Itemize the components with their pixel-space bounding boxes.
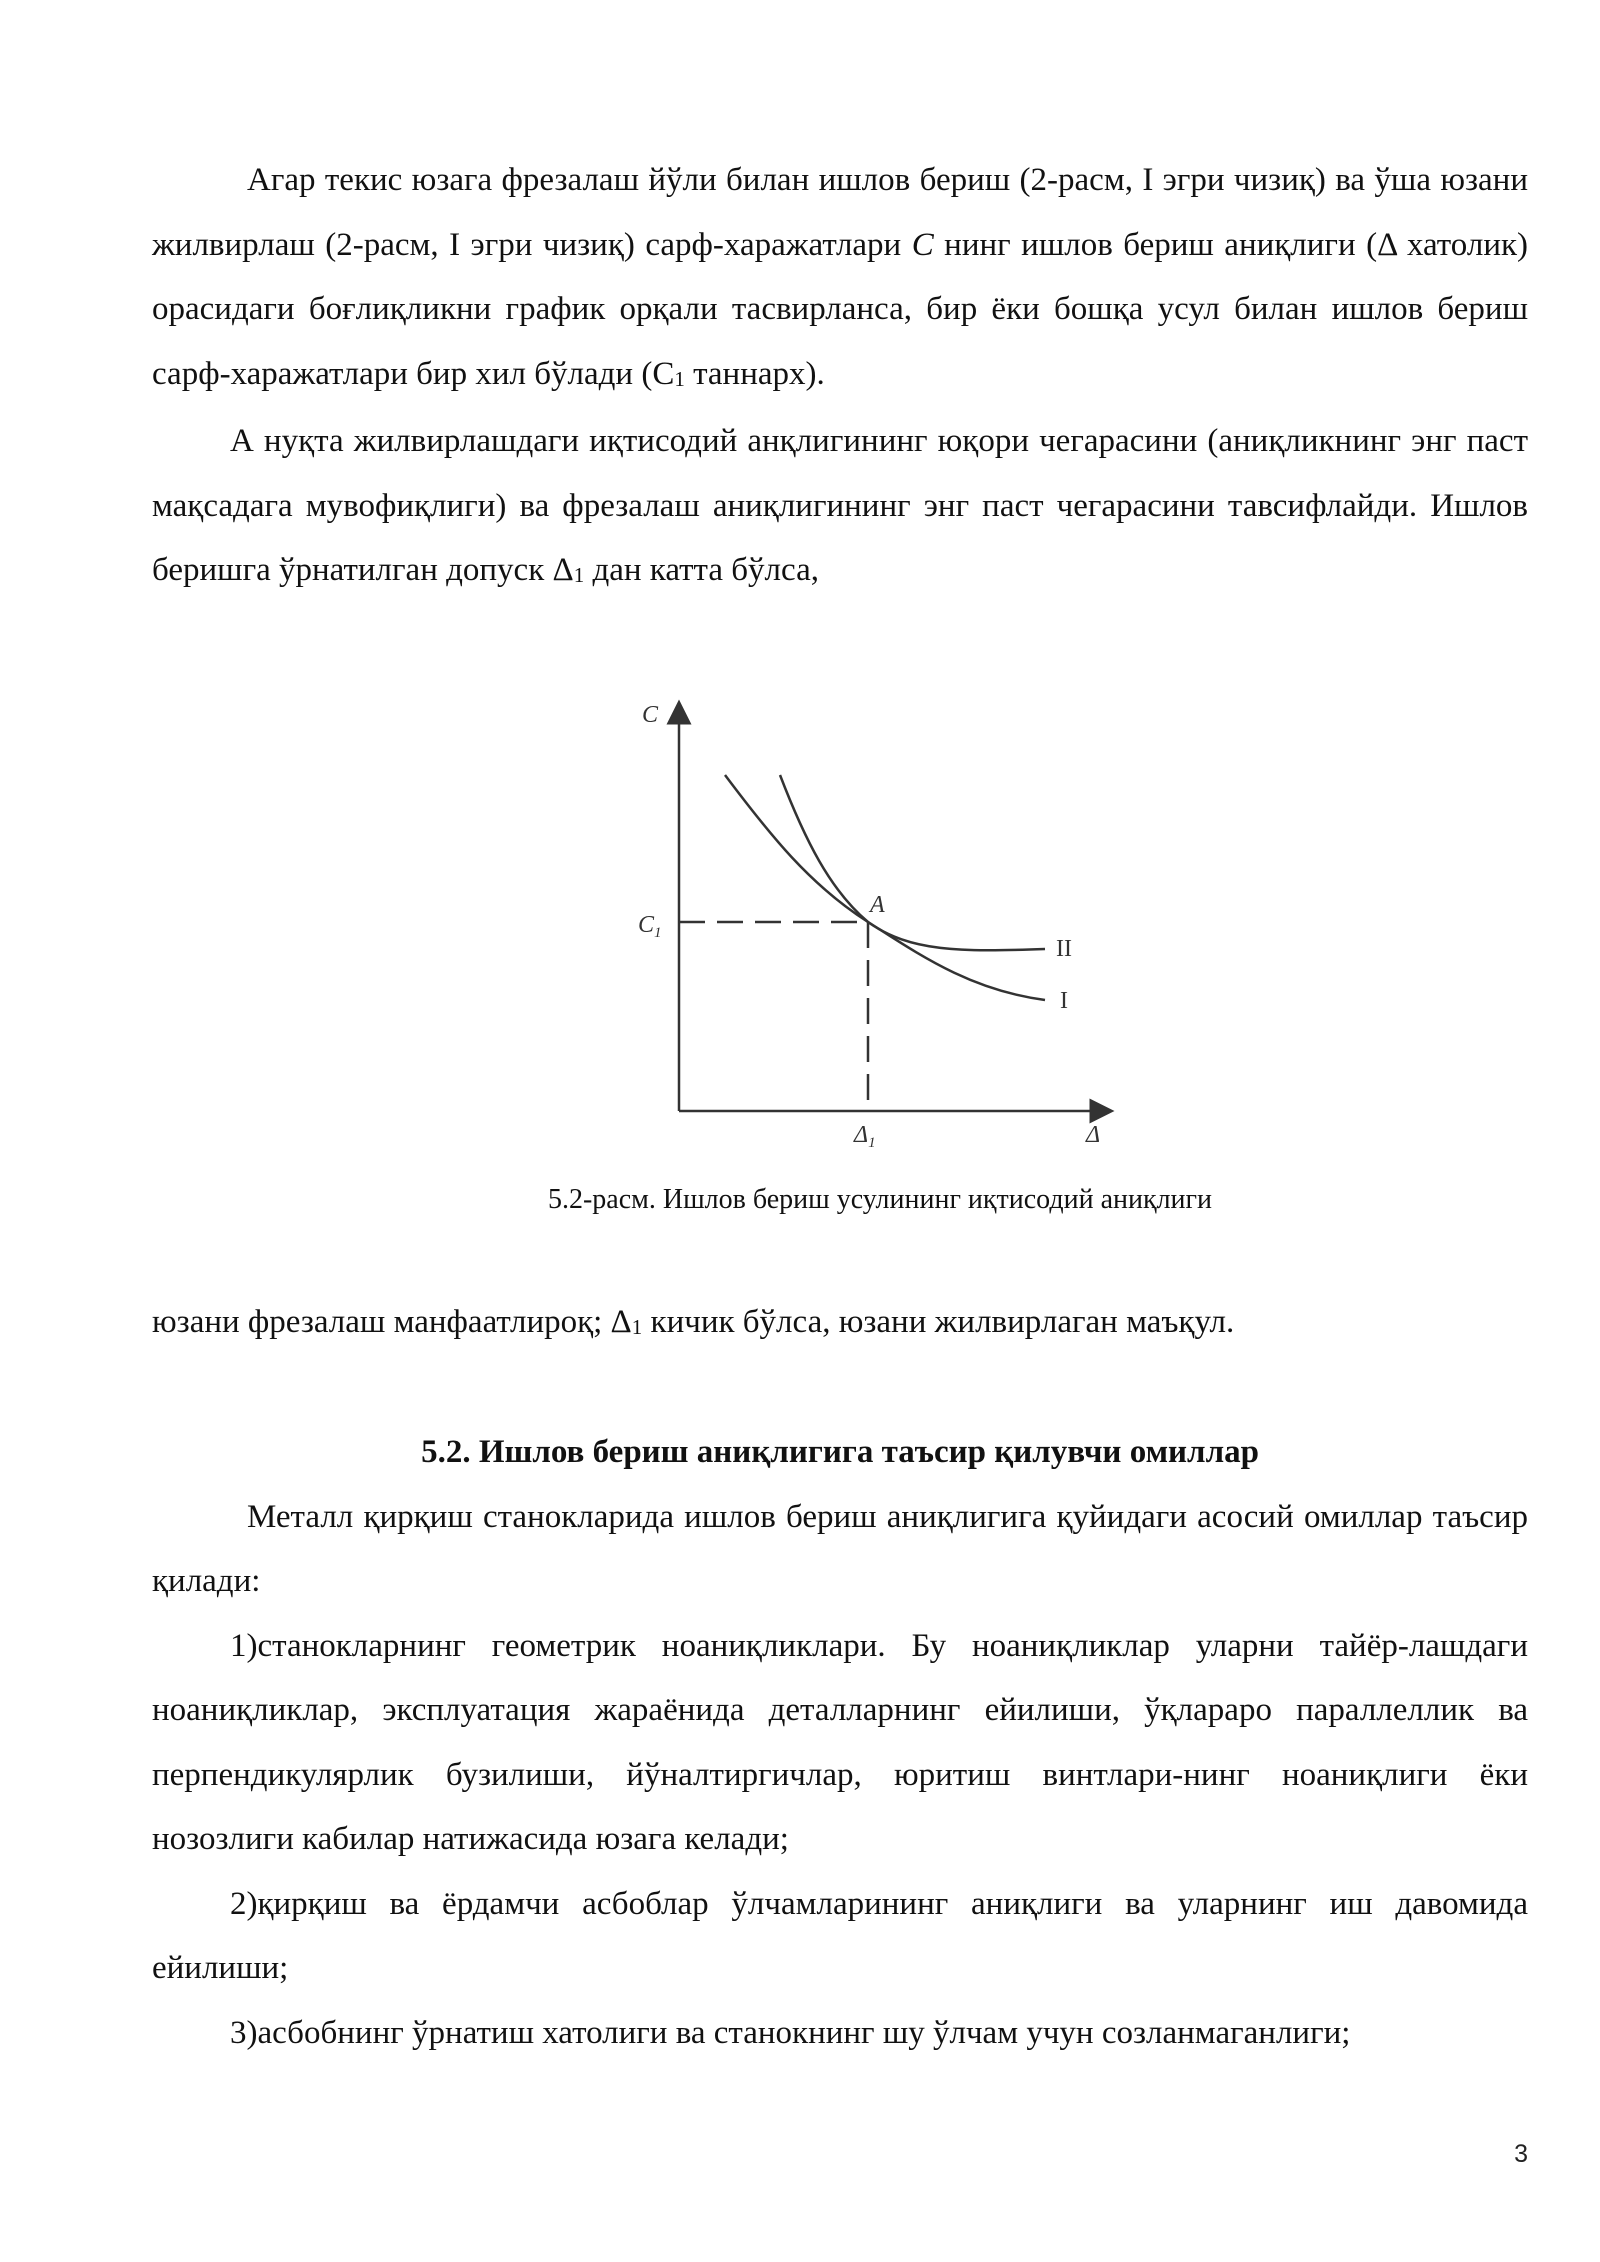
x-axis-label: Δ bbox=[1086, 1122, 1101, 1148]
curve-I-label: I bbox=[1060, 988, 1068, 1014]
paragraph-7: 3)асбобнинг ўрнатиш хатолиги ва станокнинг шу ўлчам учун созланмаганлиги; bbox=[230, 2014, 1351, 2051]
curve-II-label: II bbox=[1056, 936, 1072, 962]
page-number: 3 bbox=[1514, 2140, 1528, 2168]
delta1-subscript-2: 1 bbox=[631, 1315, 643, 1339]
section-text bbox=[152, 1420, 1528, 2065]
c1-subscript: 1 bbox=[674, 366, 685, 391]
figure-svg bbox=[620, 690, 1130, 1150]
bottom-text bbox=[152, 1290, 1528, 1358]
delta1-label: $\Delta_1$ bbox=[854, 1122, 876, 1150]
figure-caption: 5.2-расм. Ишлов бериш усулининг иқтисодий аниқлиги bbox=[547, 1184, 1212, 1215]
delta1-subscript: 1 bbox=[573, 563, 585, 587]
paragraph-3 bbox=[152, 1290, 1528, 1358]
paragraph-6: 2)қирқиш ва ёрдамчи асбоблар ўлчамларининг аниқлиги ва уларнинг иш давомида ейилиши; bbox=[152, 1885, 1528, 1986]
curve-II bbox=[780, 775, 1045, 950]
paragraph-3-text-a: юзани фрезалаш манфаатлироқ; Δ bbox=[152, 1304, 632, 1340]
paragraph-2-text-a: А нуқта жилвирлашдаги иқтисодий анқлигининг юқори чегарасини (аниқликнинг энг паст мақсадага мувофиқлиги) ва фрезалаш аниқлигининг энг паст чегарасини тавсифлайди. Ишлов беришга ўрнатилган допуск Δ bbox=[152, 423, 1528, 588]
top-text bbox=[152, 148, 1528, 606]
figure-cost-vs-accuracy bbox=[620, 690, 1130, 1150]
paragraph-5: 1)станокларнинг геометрик ноаниқликлари. Бу ноаниқликлар уларни тайёр-лашдаги ноаниқликлар, эксплуатация жараёнида деталларнинг ейилиши, ўқлараро параллеллик ва перпендикулярлик бузилиши, йўналтиргичлар, юритиш винтлари-нинг ноаниқлиги ёки нозозлиги кабилар натижасида юзага келади; bbox=[152, 1627, 1528, 1857]
section-heading: 5.2. Ишлов бериш аниқлигига таъсир қилувчи омиллар bbox=[421, 1434, 1259, 1470]
c1-label: $C_1$ bbox=[638, 912, 662, 941]
curve-I bbox=[725, 775, 1045, 1000]
cost-symbol: C bbox=[911, 226, 934, 263]
paragraph-3-text-end: кичик бўлса, юзани жилвирлаган маъқул. bbox=[642, 1304, 1235, 1340]
paragraph-1-text-end: таннарх). bbox=[684, 355, 825, 392]
paragraph-1-text-a: Агар текис юзага фрезалаш йўли билан ишлов бериш (2-расм, I эгри чизиқ) ва ўша юзани жилвирлаш (2-расм, I эгри чизиқ) сарф-харажатлари bbox=[152, 162, 1528, 263]
y-axis-label: C bbox=[642, 702, 659, 728]
paragraph-1 bbox=[152, 148, 1528, 409]
paragraph-1-text-b: нинг ишлов бериш аниқлиги (Δ хатолик) орасидаги боғлиқликни график орқали тасвирланса, бир ёки бошқа усул билан ишлов бериш сарф-харажатлари бир хил бўлади (С bbox=[152, 226, 1529, 392]
point-a-label: A bbox=[870, 892, 885, 918]
paragraph-2 bbox=[152, 409, 1528, 606]
paragraph-2-text-end: дан катта бўлса, bbox=[584, 552, 819, 588]
paragraph-4: Металл қирқиш станокларида ишлов бериш аниқлигига қуйидаги асосий омиллар таъсир қилади: bbox=[152, 1498, 1528, 1599]
